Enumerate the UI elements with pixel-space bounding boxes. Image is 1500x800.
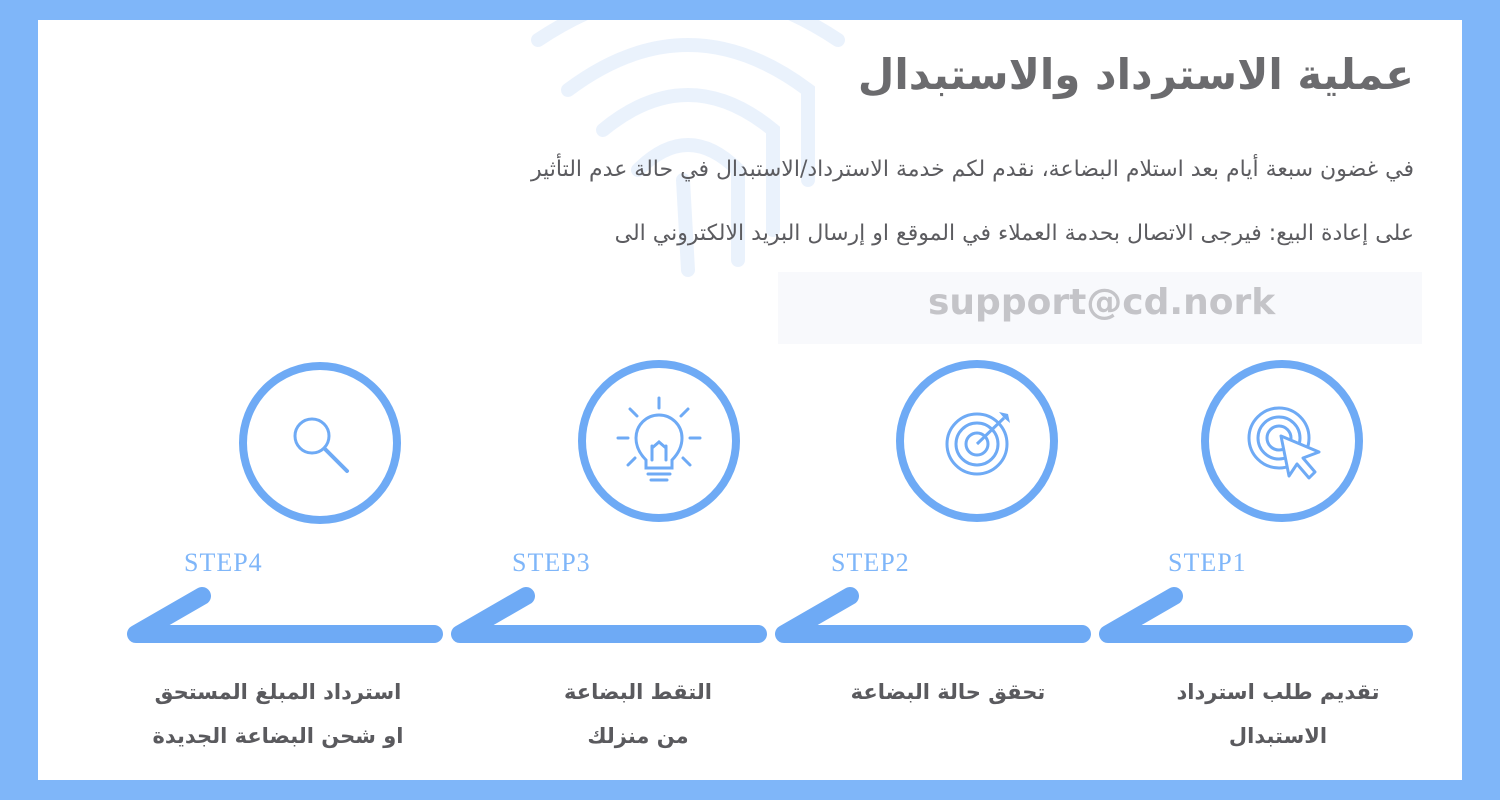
step1-desc-line2: الاستبدال xyxy=(1228,724,1328,748)
intro-line-2: على إعادة البيع: فيرجى الاتصال بحدمة العملاء في الموقع او إرسال البريد الالكتروني الى xyxy=(614,221,1414,246)
step4-desc-line1: استرداد المبلغ المستحق xyxy=(154,680,402,704)
step4-description xyxy=(128,670,428,758)
step2-arrow xyxy=(784,596,1082,634)
step1-desc-line1: تقديم طلب استرداد xyxy=(1176,680,1380,704)
step3-description xyxy=(508,670,768,758)
step2-desc-line1: تحقق حالة البضاعة xyxy=(850,680,1046,704)
step3-label: STEP3 xyxy=(512,548,591,577)
step3-arrow xyxy=(460,596,758,634)
step-arrows xyxy=(38,20,1462,780)
support-email[interactable]: support@cd.nork xyxy=(928,282,1276,323)
step1-arrow xyxy=(1108,596,1404,634)
step3-desc-line1: التقط البضاعة xyxy=(564,680,712,704)
intro-line-1: في غضون سبعة أيام بعد استلام البضاعة، نقدم لكم خدمة الاسترداد/الاستبدال في حالة عدم التأثير xyxy=(530,157,1414,182)
page-title: عملية الاسترداد والاستبدال xyxy=(857,50,1414,99)
step1-description xyxy=(1148,670,1408,758)
step4-arrow xyxy=(136,596,434,634)
step4-desc-line2: او شحن البضاعة الجديدة xyxy=(152,724,404,748)
content-panel xyxy=(38,20,1462,780)
step1-label: STEP1 xyxy=(1168,548,1247,577)
step2-description xyxy=(818,670,1078,714)
step2-label: STEP2 xyxy=(831,548,910,577)
step3-desc-line2: من منزلك xyxy=(587,724,689,748)
step4-label: STEP4 xyxy=(184,548,263,577)
